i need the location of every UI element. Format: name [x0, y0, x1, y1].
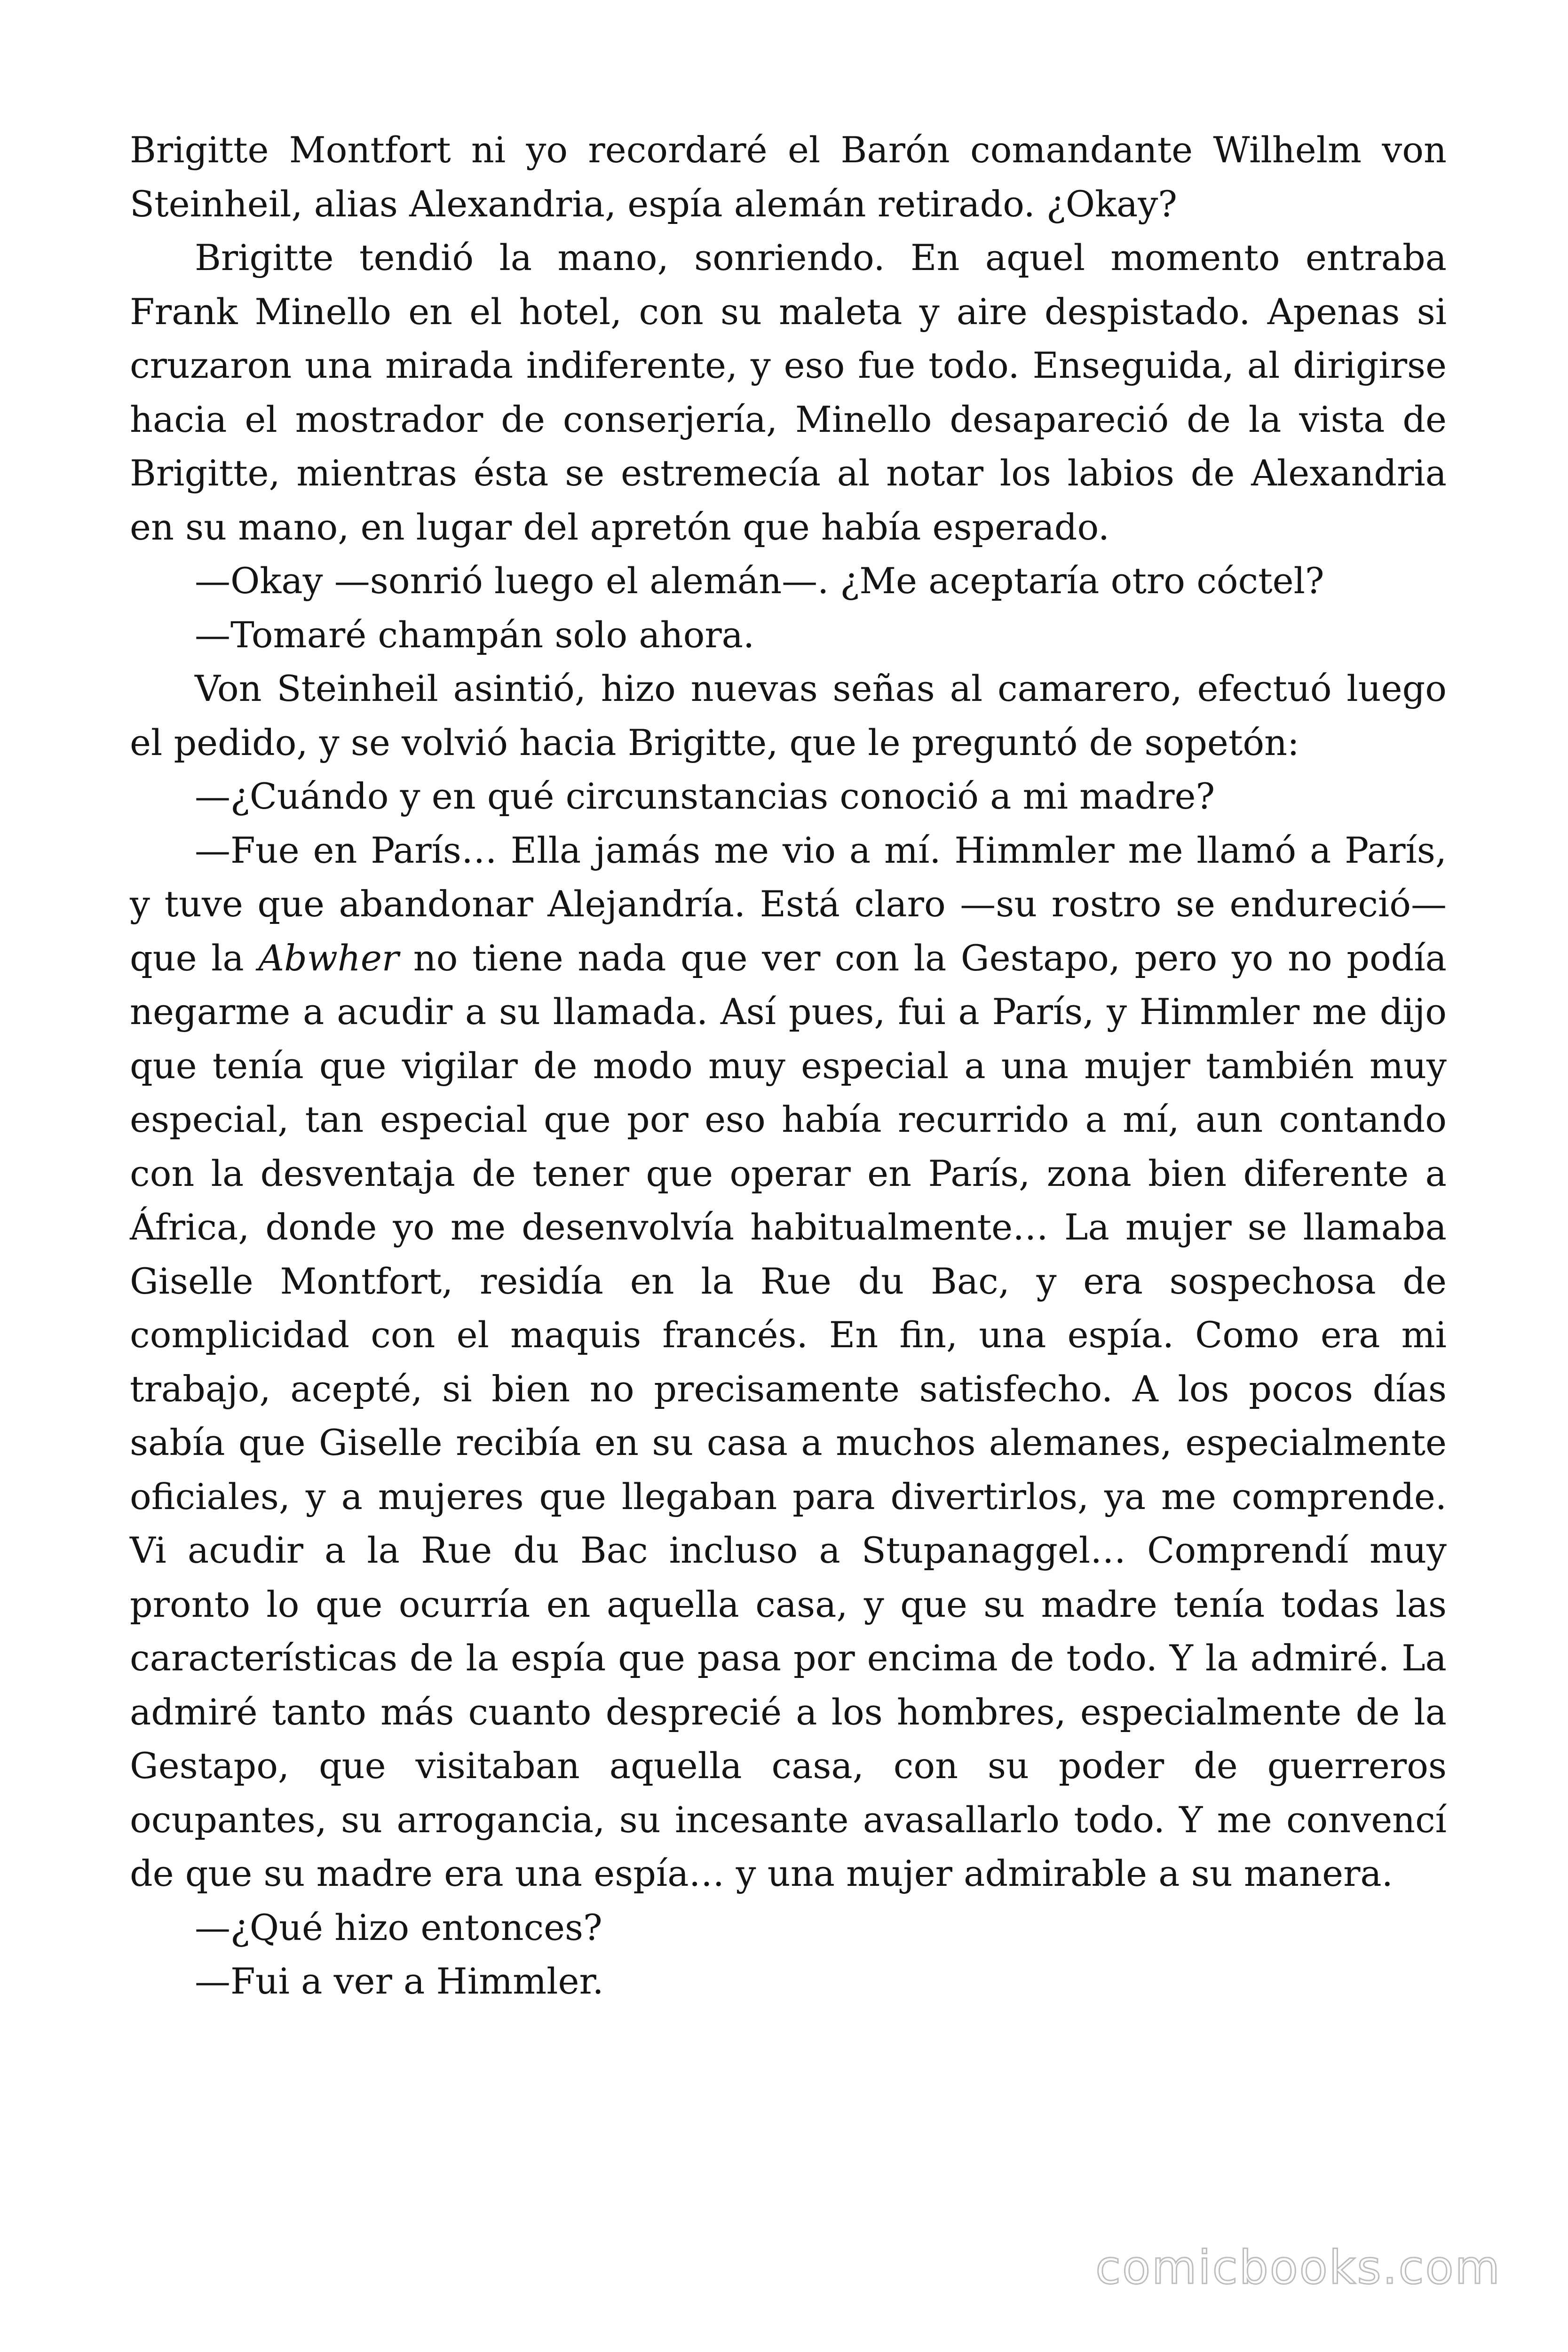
- dialogue-line: —¿Cuándo y en qué circunstancias conoció a mi madre?: [195, 775, 1215, 817]
- paragraph-continuation: Brigitte Montfort ni yo recordaré el Barón comandante Wilhelm von Steinheil, alias Alexandria, espía alemán retirado. ¿Okay?: [130, 129, 1447, 225]
- dialogue-line: —Tomaré champán solo ahora.: [195, 613, 755, 656]
- dialogue-line: —Okay —sonrió luego el alemán—. ¿Me aceptaría otro cóctel?: [195, 560, 1324, 602]
- paragraph: Brigitte tendió la mano, sonriendo. En aquel momento entraba Frank Minello en el hotel, con su maleta y aire despistado. Apenas si cruzaron una mirada indiferente, y eso fue todo. Enseguida, al dirigirse hacia el mostrador de conserjería, Minello desapareció de la vista de Brigitte, mientras ésta se estremecía al notar los labios de Alexandria en su mano, en lugar del apretón que había esperado.: [130, 237, 1447, 548]
- watermark: comicbooks.com: [1095, 2241, 1501, 2295]
- body-text: [130, 123, 1447, 2009]
- paragraph: Von Steinheil asintió, hizo nuevas señas al camarero, efectuó luego el pedido, y se volvió hacia Brigitte, que le preguntó de sopetón:: [130, 667, 1447, 763]
- italic-term: Abwher: [258, 937, 399, 979]
- paragraph-text-start: —Fue en París… Ella jamás me vio a mí. Himmler me llamó a París, y tuve que abandonar Alejandría. Está claro —su rostro se endureció— que la: [130, 829, 1447, 979]
- paragraph-text-end: no tiene nada que ver con la Gestapo, pero yo no podía negarme a acudir a su llamada. Así pues, fui a París, y Himmler me dijo que tenía que vigilar de modo muy especial a una mujer también muy especial, tan especial que por eso había recurrido a mí, aun contando con la desventaja de tener que operar en París, zona bien diferente a África, donde yo me desenvolvía habitualmente… La mujer se llamaba Giselle Montfort, residía en la Rue du Bac, y era sospechosa de complicidad con el maquis francés. En fin, una espía. Como era mi trabajo, acepté, si bien no precisamente satisfecho. A los pocos días sabía que Giselle recibía en su casa a muchos alemanes, especialmente oficiales, y a mujeres que llegaban para divertirlos, ya me comprende. Vi acudir a la Rue du Bac incluso a Stupanaggel… Comprendí muy pronto lo que ocurría en aquella casa, y que su madre tenía todas las características de la espía que pasa por encima de todo. Y la admiré. La admiré tanto más cuanto desprecié a los hombres, especialmente de la Gestapo, que visitaban aquella casa, con su poder de guerreros ocupantes, su arrogancia, su incesante avasallarlo todo. Y me convencí de que su madre era una espía… y una mujer admirable a su manera.: [130, 937, 1447, 1894]
- dialogue-long-paragraph: [130, 824, 1447, 1901]
- dialogue-line: —Fui a ver a Himmler.: [195, 1960, 604, 2002]
- dialogue-line: —¿Qué hizo entonces?: [195, 1906, 602, 1948]
